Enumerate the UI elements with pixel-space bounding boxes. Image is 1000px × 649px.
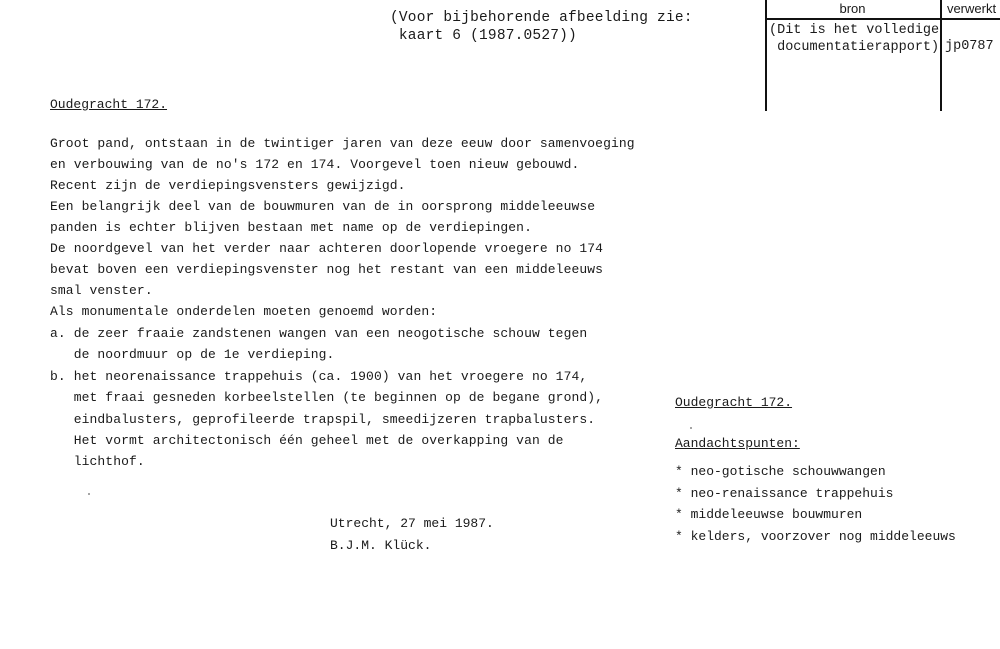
- reference-note-line-1: (Voor bijbehorende afbeelding zie:: [390, 10, 693, 26]
- signature-place-date: Utrecht, 27 mei 1987.: [330, 516, 494, 531]
- body-line: b. het neorenaissance trappehuis (ca. 1900) van het vroegere no 174,: [50, 369, 588, 384]
- reference-note: [390, 9, 693, 45]
- column-header-verwerkt: verwerkt: [946, 1, 997, 16]
- list-item: * middeleeuwse bouwmuren: [675, 507, 863, 522]
- body-line: Recent zijn de verdiepingsvensters gewijzigd.: [50, 178, 406, 193]
- body-line: a. de zeer fraaie zandstenen wangen van een neogotische schouw tegen: [50, 326, 588, 341]
- column-header-bron: bron: [839, 1, 866, 16]
- source-table: [765, 0, 1000, 111]
- scan-speck: [88, 493, 90, 495]
- body-line: Het vormt architectonisch één geheel met de overkapping van de: [50, 433, 564, 448]
- attention-points-list: [675, 464, 956, 550]
- table-border-middle: [940, 0, 942, 111]
- body-line: en verbouwing van de no's 172 en 174. Voorgevel toen nieuw gebouwd.: [50, 157, 580, 172]
- body-line: panden is echter blijven bestaan met name op de verdiepingen.: [50, 220, 532, 235]
- signature-name: B.J.M. Klück.: [330, 538, 432, 553]
- scan-speck: [690, 427, 692, 429]
- body-line: Groot pand, ontstaan in de twintiger jaren van deze eeuw door samenvoeging: [50, 136, 635, 151]
- body-line: bevat boven een verdiepingsvenster nog het restant van een middeleeuws: [50, 262, 604, 277]
- body-line: De noordgevel van het verder naar achteren doorlopende vroegere no 174: [50, 241, 604, 256]
- reference-note-line-2: kaart 6 (1987.0527)): [390, 28, 577, 44]
- signature-block: [330, 516, 494, 560]
- body-line: eindbalusters, geprofileerde trapspil, smeedijzeren trapbalusters.: [50, 412, 596, 427]
- table-header-divider: [765, 18, 1000, 20]
- body-line: smal venster.: [50, 283, 153, 298]
- aside-subtitle: Aandachtspunten:: [675, 436, 800, 451]
- body-line: Als monumentale onderdelen moeten genoemd worden:: [50, 304, 438, 319]
- aside-title: Oudegracht 172.: [675, 395, 793, 410]
- source-cell-line-2: documentatierapport): [769, 40, 940, 55]
- source-cell-line-1: (Dit is het volledige: [769, 23, 940, 38]
- document-title: Oudegracht 172.: [50, 97, 168, 112]
- body-line: Een belangrijk deel van de bouwmuren van de in oorsprong middeleeuwse: [50, 199, 596, 214]
- table-border-left: [765, 0, 767, 111]
- list-item: * neo-gotische schouwwangen: [675, 464, 886, 479]
- body-line: lichthof.: [50, 454, 145, 469]
- list-item: * neo-renaissance trappehuis: [675, 485, 894, 501]
- body-line: met fraai gesneden korbeelstellen (te beginnen op de begane grond),: [50, 390, 604, 405]
- processed-cell: jp0787: [945, 39, 994, 54]
- source-cell: [769, 22, 939, 56]
- list-item: * kelders, voorzover nog middeleeuws: [675, 528, 956, 544]
- body-line: de noordmuur op de 1e verdieping.: [50, 347, 335, 362]
